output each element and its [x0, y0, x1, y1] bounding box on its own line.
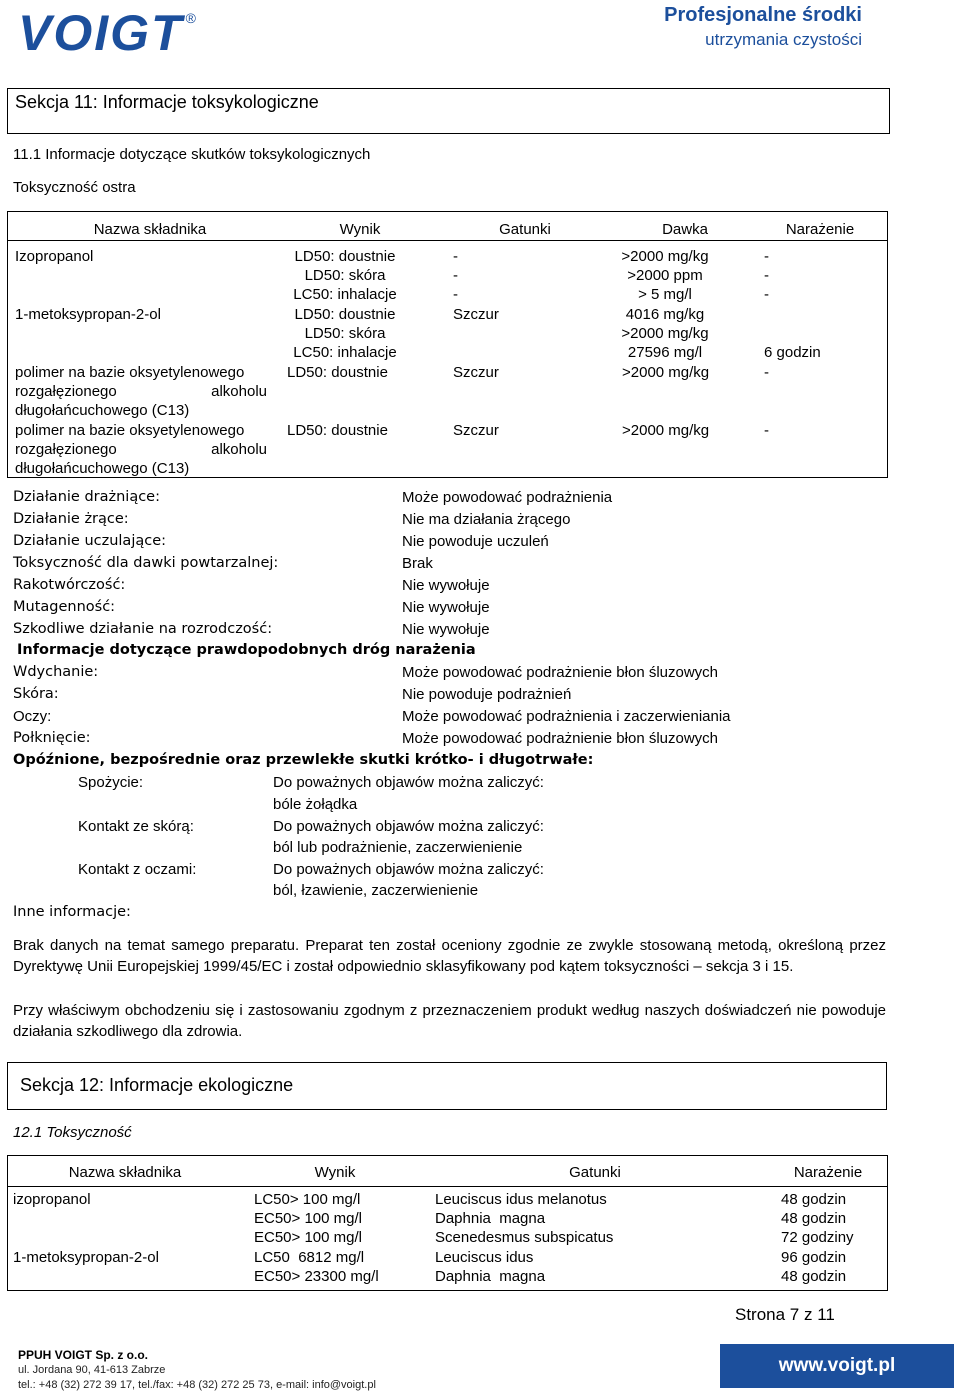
effect-label: Mutagenność: — [13, 599, 116, 615]
routes-title: Informacje dotyczące prawdopodobnych dróg narażenia — [17, 642, 476, 658]
effect-label: Rakotwórczość: — [13, 577, 126, 593]
section-12-subtitle: 12.1 Toksyczność — [13, 1124, 132, 1141]
effect-label: Działanie drażniące: — [13, 489, 160, 505]
route-label: Wdychanie: — [13, 664, 99, 680]
page-number: Strona 7 z 11 — [735, 1305, 835, 1324]
route-value: Może powodować podrażnienia i zaczerwieniania — [402, 708, 731, 725]
paragraph-2: Przy właściwym obchodzeniu się i zastosowaniu zgodnym z przeznaczeniem produkt według naszych doświadczeń nie powoduje działania szkodliwego dla zdrowia. — [13, 1002, 886, 1040]
delayed-effects-title: Opóźnione, bezpośrednie oraz przewlekłe skutki krótko- i długotrwałe: — [13, 752, 594, 768]
paragraph-1: Brak danych na temat samego preparatu. Preparat ten został oceniony zgodnie ze zwykle stosowaną metodą, określoną przez Dyrektywę Unii Europejskiej 1999/45/EC i został odpowiednio sklasyfikowany pod kątem toksyczności – sekcja 3 i 15. — [13, 937, 886, 975]
th-result: Wynik — [314, 1164, 356, 1181]
footer-address: ul. Jordana 90, 41-613 Zabrze — [18, 1364, 166, 1376]
route-label: Połknięcie: — [13, 730, 91, 746]
effect-value: Nie wywołuje — [402, 621, 490, 638]
route-value: Może powodować podrażnienie błon śluzowych — [402, 664, 719, 681]
delayed-label: Kontakt ze skórą: — [78, 818, 194, 835]
effect-value: Może powodować podrażnienia — [402, 489, 613, 506]
tagline-1: Profesjonalne środki — [664, 4, 862, 26]
section-11-subtitle: 11.1 Informacje dotyczące skutków toksykologicznych — [13, 146, 371, 163]
delayed-label: Kontakt z oczami: — [78, 861, 197, 878]
effect-label: Działanie żrące: — [13, 511, 129, 527]
effect-value: Nie wywołuje — [402, 599, 490, 616]
effect-label: Toksyczność dla dawki powtarzalnej: — [13, 555, 279, 571]
effect-value: Nie powoduje uczuleń — [402, 533, 549, 550]
voigt-logo: VOIGT ® — [18, 5, 198, 61]
section-12-title-box: Sekcja 12: Informacje ekologiczne — [7, 1062, 887, 1110]
other-info-label: Inne informacje: — [13, 904, 131, 920]
effect-label: Szkodliwe działanie na rozrodczość: — [13, 621, 273, 637]
tagline-2: utrzymania czystości — [705, 30, 862, 49]
route-value: Nie powoduje podrażnień — [402, 686, 572, 703]
delayed-label: Spożycie: — [78, 774, 144, 791]
website-link[interactable]: www.voigt.pl — [720, 1344, 954, 1388]
th-species: Gatunki — [569, 1164, 621, 1181]
th-name: Nazwa składnika — [93, 221, 207, 238]
effect-label: Działanie uczulające: — [13, 533, 167, 549]
route-value: Może powodować podrażnienie błon śluzowych — [402, 730, 719, 747]
th-species: Gatunki — [499, 221, 551, 238]
effect-value: Nie ma działania żrącego — [402, 511, 571, 528]
effect-value: Brak — [402, 555, 433, 572]
th-exposure: Narażenie — [785, 221, 855, 238]
effect-value: Nie wywołuje — [402, 577, 490, 594]
route-label: Skóra: — [13, 686, 59, 702]
route-label: Oczy: — [13, 708, 52, 725]
section-11-title-box: Sekcja 11: Informacje toksykologiczne — [7, 88, 890, 134]
th-name: Nazwa składnika — [68, 1164, 182, 1181]
acute-toxicity-label: Toksyczność ostra — [13, 179, 136, 196]
footer-contact: tel.: +48 (32) 272 39 17, tel./fax: +48 (32) 272 25 73, e-mail: info@voigt.pl — [18, 1379, 376, 1391]
th-exposure: Narażenie — [793, 1164, 863, 1181]
th-dose: Dawka — [662, 221, 708, 238]
footer-company: PPUH VOIGT Sp. z o.o. — [18, 1348, 149, 1362]
th-result: Wynik — [339, 221, 381, 238]
